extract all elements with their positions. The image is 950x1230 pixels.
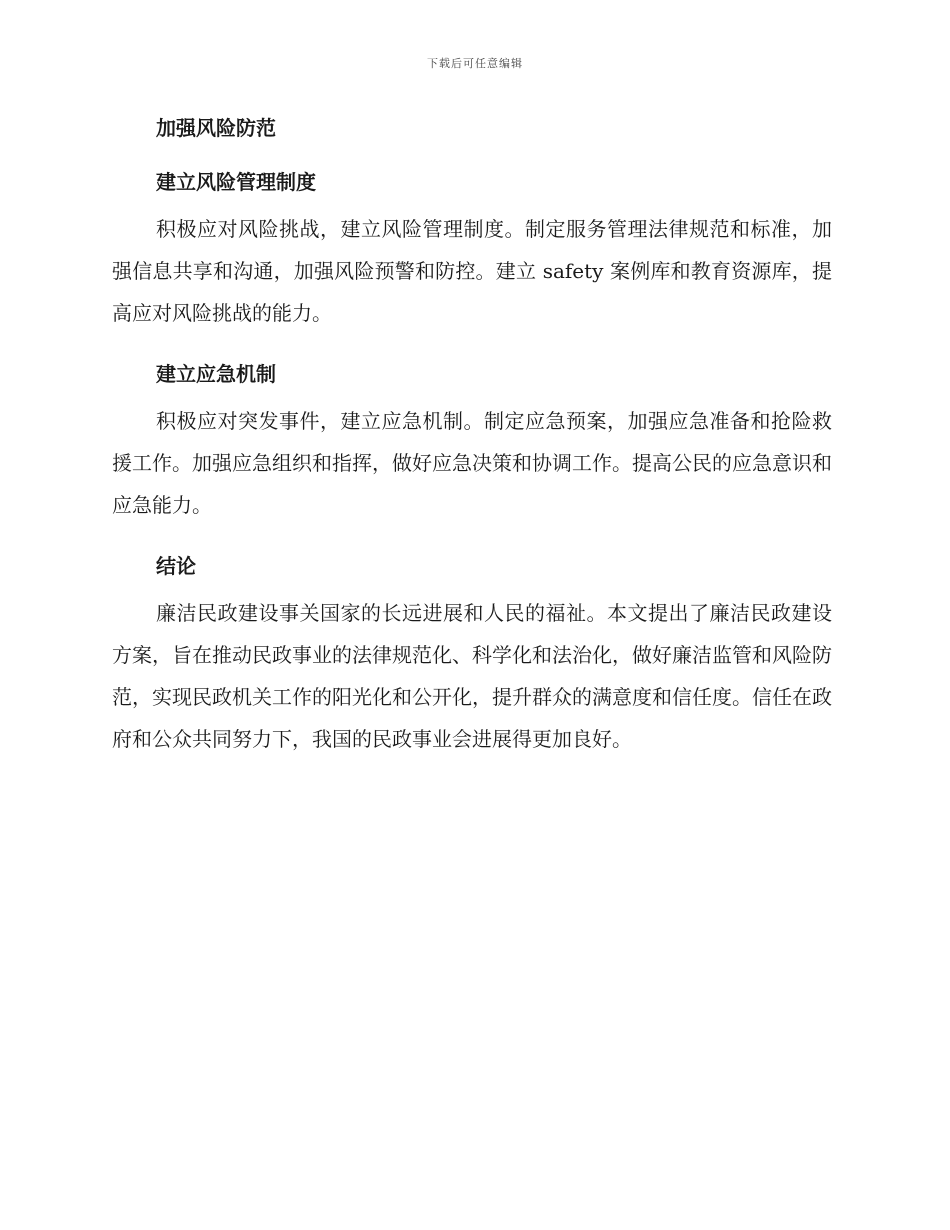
paragraph-emergency-mechanism: 积极应对突发事件，建立应急机制。制定应急预案，加强应急准备和抢险救援工作。加强应急组织和指挥，做好应急决策和协调工作。提高公民的应急意识和应急能力。 <box>112 409 832 517</box>
header-note: 下载后可任意编辑 <box>427 57 523 70</box>
document-body <box>112 110 832 760</box>
subheading-risk-management: 建立风险管理制度 <box>156 170 316 194</box>
subheading-emergency-mechanism: 建立应急机制 <box>156 362 276 386</box>
section-heading-risk-prevention: 加强风险防范 <box>156 116 276 140</box>
section-heading-conclusion: 结论 <box>156 554 196 578</box>
paragraph-conclusion: 廉洁民政建设事关国家的长远进展和人民的福祉。本文提出了廉洁民政建设方案，旨在推动民政事业的法律规范化、科学化和法治化，做好廉洁监管和风险防范，实现民政机关工作的阳光化和公开化，提升群众的满意度和信任度。信任在政府和公众共同努力下，我国的民政事业会进展得更加良好。 <box>112 601 832 751</box>
paragraph-risk-management: 积极应对风险挑战，建立风险管理制度。制定服务管理法律规范和标准，加强信息共享和沟通，加强风险预警和防控。建立 safety 案例库和教育资源库，提高应对风险挑战的能力。 <box>112 217 832 325</box>
